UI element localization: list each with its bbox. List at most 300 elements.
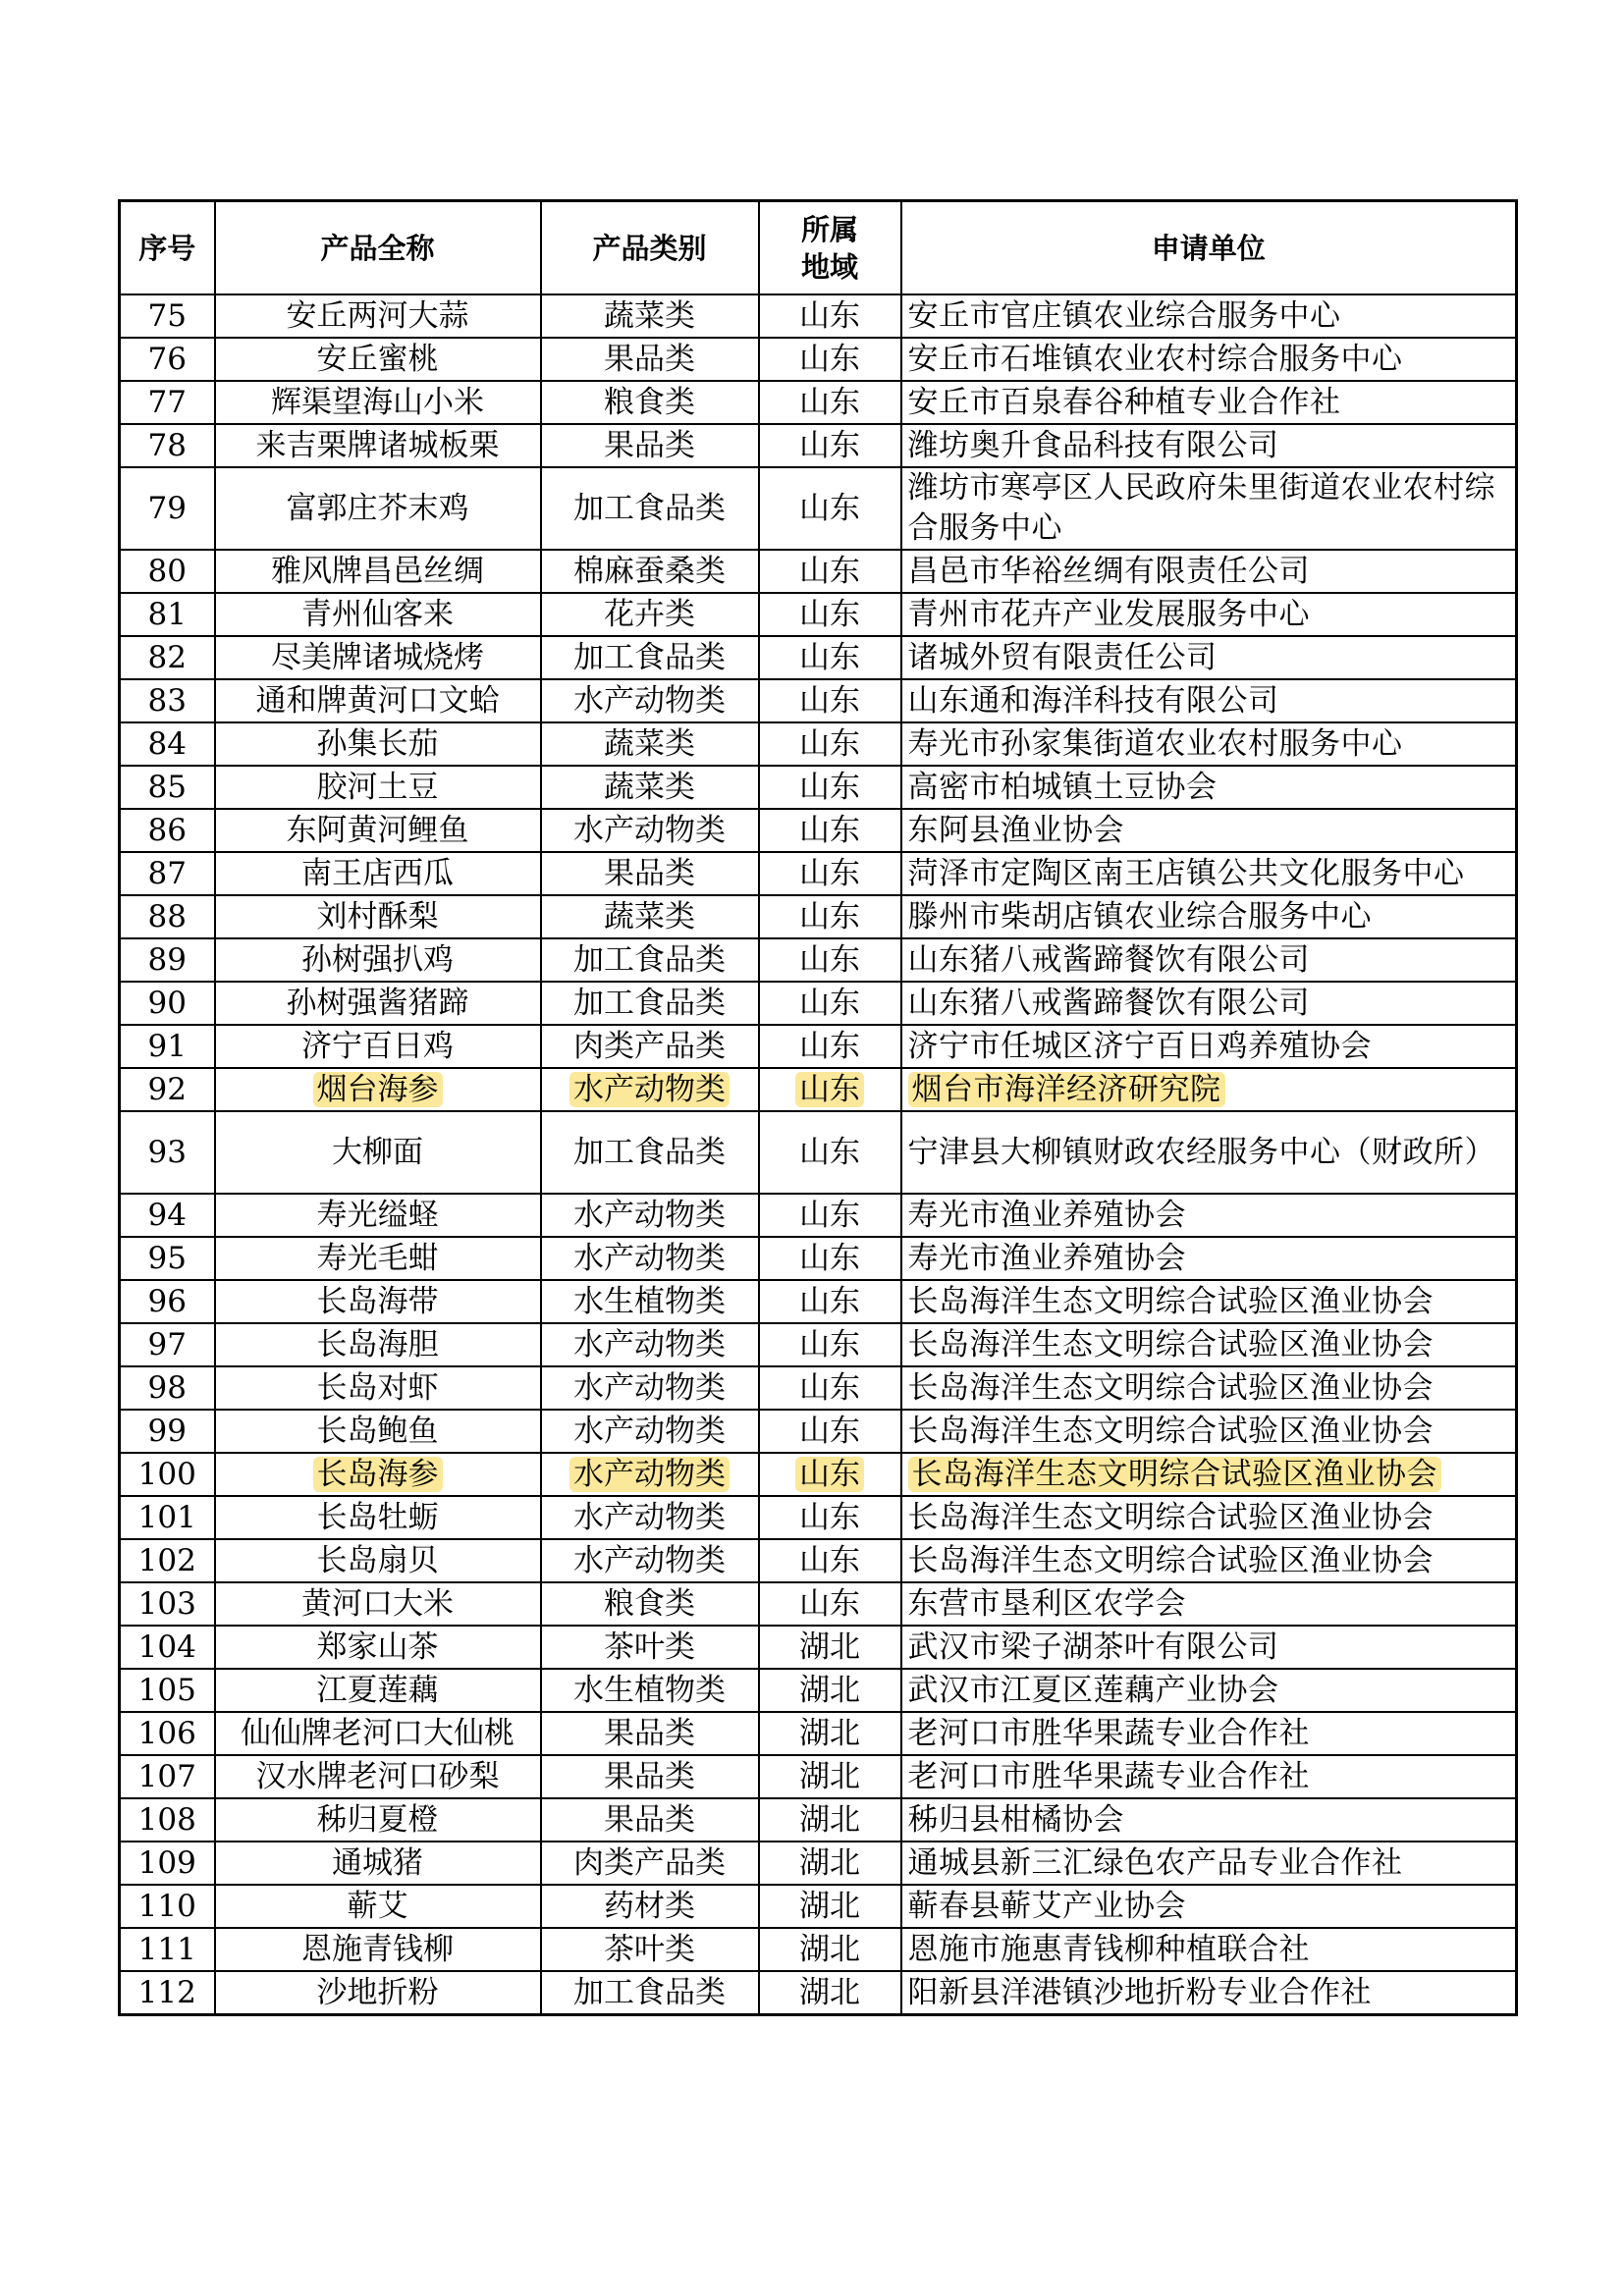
cell-name-text: 汉水牌老河口砂梨	[255, 1758, 500, 1794]
header-row	[120, 201, 1517, 295]
table-row	[120, 1798, 1517, 1842]
table-row	[120, 1410, 1517, 1453]
cell-name-text: 长岛海带	[316, 1283, 439, 1319]
cell-category	[541, 1194, 759, 1237]
cell-unit	[901, 809, 1517, 852]
cell-region	[759, 381, 901, 424]
cell-no	[120, 550, 215, 593]
cell-category-text: 水产动物类	[573, 1197, 726, 1233]
cell-category	[541, 1885, 759, 1928]
cell-category-text: 蔬菜类	[604, 769, 695, 805]
cell-no-text: 84	[147, 725, 187, 762]
table-row	[120, 1971, 1517, 2015]
cell-no-text: 77	[147, 384, 187, 420]
cell-category	[541, 467, 759, 550]
cell-category	[541, 1582, 759, 1626]
cell-unit-text: 长岛海洋生态文明综合试验区渔业协会	[908, 1457, 1442, 1492]
cell-region-text: 山东	[799, 941, 860, 978]
cell-no-text: 98	[147, 1369, 187, 1406]
cell-unit-text: 武汉市江夏区莲藕产业协会	[907, 1672, 1279, 1708]
cell-no	[120, 593, 215, 636]
cell-no	[120, 1237, 215, 1280]
cell-category-text: 药材类	[604, 1888, 695, 1924]
cell-no-text: 85	[147, 769, 187, 805]
cell-no-text: 75	[147, 297, 187, 334]
cell-name	[215, 1025, 541, 1068]
cell-category-text: 水产动物类	[573, 1542, 726, 1578]
cell-category	[541, 636, 759, 679]
cell-unit-text: 山东通和海洋科技有限公司	[907, 682, 1279, 719]
table-row	[120, 1025, 1517, 1068]
cell-region-text: 山东	[799, 596, 860, 632]
cell-unit-text: 安丘市百泉春谷种植专业合作社	[907, 384, 1341, 420]
cell-no	[120, 1669, 215, 1712]
cell-category	[541, 1111, 759, 1194]
cell-no	[120, 1496, 215, 1539]
table-row	[120, 1842, 1517, 1885]
cell-no	[120, 1755, 215, 1798]
cell-unit-text: 东阿县渔业协会	[907, 812, 1124, 848]
cell-region-text: 山东	[799, 639, 860, 675]
cell-no	[120, 1798, 215, 1842]
cell-region	[759, 1626, 901, 1669]
cell-unit	[901, 1928, 1517, 1971]
cell-category-text: 加工食品类	[573, 1134, 726, 1170]
cell-name	[215, 982, 541, 1025]
cell-name	[215, 1885, 541, 1928]
table-row	[120, 467, 1517, 550]
cell-unit	[901, 938, 1517, 982]
table-row	[120, 1885, 1517, 1928]
cell-category	[541, 1971, 759, 2015]
cell-no-text: 94	[147, 1197, 187, 1233]
cell-no	[120, 1928, 215, 1971]
cell-region-text: 山东	[799, 384, 860, 420]
cell-region-text: 山东	[799, 1197, 860, 1233]
cell-category	[541, 1366, 759, 1410]
cell-region	[759, 1111, 901, 1194]
cell-category	[541, 766, 759, 809]
cell-unit	[901, 294, 1517, 338]
cell-region-text: 山东	[799, 427, 860, 463]
cell-region	[759, 766, 901, 809]
cell-unit-text: 长岛海洋生态文明综合试验区渔业协会	[907, 1283, 1434, 1319]
cell-category	[541, 982, 759, 1025]
cell-name-text: 大柳面	[332, 1134, 423, 1170]
cell-category	[541, 1496, 759, 1539]
cell-name	[215, 1280, 541, 1323]
cell-unit	[901, 1194, 1517, 1237]
cell-no-text: 92	[147, 1071, 187, 1107]
cell-category-text: 果品类	[604, 1758, 695, 1794]
cell-region	[759, 424, 901, 467]
cell-region	[759, 1582, 901, 1626]
cell-category	[541, 1928, 759, 1971]
cell-unit-text: 长岛海洋生态文明综合试验区渔业协会	[907, 1326, 1434, 1362]
cell-no	[120, 1410, 215, 1453]
cell-region	[759, 467, 901, 550]
cell-name-text: 长岛鲍鱼	[316, 1413, 439, 1449]
cell-no	[120, 1025, 215, 1068]
cell-name-text: 长岛牡蛎	[316, 1499, 439, 1535]
header-unit: 申请单位	[901, 201, 1517, 295]
cell-name-text: 通城猪	[332, 1844, 423, 1881]
cell-unit	[901, 1539, 1517, 1582]
cell-region-text: 湖北	[799, 1974, 860, 2010]
table-row	[120, 1496, 1517, 1539]
cell-region	[759, 1496, 901, 1539]
cell-name-text: 安丘两河大蒜	[286, 297, 469, 334]
cell-unit-text: 安丘市石堆镇农业农村综合服务中心	[907, 341, 1403, 377]
cell-no-text: 95	[147, 1240, 187, 1276]
cell-name-text: 安丘蜜桃	[316, 341, 439, 377]
cell-unit	[901, 1669, 1517, 1712]
cell-name-text: 烟台海参	[313, 1072, 443, 1107]
cell-name-text: 孙集长茄	[316, 725, 439, 762]
cell-no	[120, 1582, 215, 1626]
cell-name-text: 秭归夏橙	[316, 1801, 439, 1838]
table-row	[120, 1323, 1517, 1366]
cell-region-text: 山东	[799, 553, 860, 589]
cell-no-text: 108	[137, 1801, 196, 1838]
cell-no	[120, 1366, 215, 1410]
cell-region-text: 山东	[795, 1072, 864, 1107]
table-row	[120, 895, 1517, 938]
cell-name	[215, 1669, 541, 1712]
cell-region-text: 山东	[799, 1542, 860, 1578]
cell-unit-text: 通城县新三汇绿色农产品专业合作社	[907, 1844, 1403, 1881]
cell-region	[759, 1539, 901, 1582]
cell-region-text: 山东	[799, 1369, 860, 1406]
cell-region	[759, 1323, 901, 1366]
cell-region	[759, 636, 901, 679]
table-row	[120, 679, 1517, 722]
table-row	[120, 1755, 1517, 1798]
cell-no-text: 99	[147, 1413, 187, 1449]
table-row	[120, 424, 1517, 467]
cell-name	[215, 895, 541, 938]
cell-name	[215, 1755, 541, 1798]
cell-no-text: 109	[137, 1844, 196, 1881]
cell-category-text: 茶叶类	[604, 1629, 695, 1665]
cell-no	[120, 895, 215, 938]
cell-name	[215, 852, 541, 895]
cell-region-text: 山东	[799, 1585, 860, 1622]
cell-no	[120, 636, 215, 679]
cell-no-text: 97	[147, 1326, 187, 1362]
cell-region-text: 山东	[799, 682, 860, 719]
cell-region-text: 山东	[799, 1326, 860, 1362]
cell-unit	[901, 1798, 1517, 1842]
cell-category	[541, 679, 759, 722]
cell-category	[541, 1453, 759, 1496]
cell-region	[759, 1410, 901, 1453]
cell-category	[541, 1410, 759, 1453]
cell-no-text: 107	[137, 1758, 196, 1794]
cell-no-text: 100	[137, 1456, 196, 1492]
cell-unit	[901, 679, 1517, 722]
cell-category-text: 水产动物类	[569, 1457, 730, 1492]
cell-unit	[901, 1111, 1517, 1194]
cell-category	[541, 1755, 759, 1798]
cell-unit	[901, 1237, 1517, 1280]
table-row	[120, 982, 1517, 1025]
header-category: 产品类别	[541, 201, 759, 295]
cell-unit-text: 诸城外贸有限责任公司	[907, 639, 1218, 675]
table-row	[120, 1626, 1517, 1669]
cell-category-text: 果品类	[604, 341, 695, 377]
cell-region-text: 湖北	[799, 1758, 860, 1794]
cell-region-text: 山东	[799, 1413, 860, 1449]
cell-no	[120, 1539, 215, 1582]
cell-unit	[901, 636, 1517, 679]
cell-region-text: 湖北	[799, 1844, 860, 1881]
cell-category-text: 水产动物类	[573, 1240, 726, 1276]
cell-category-text: 水产动物类	[573, 1369, 726, 1406]
table-row	[120, 1111, 1517, 1194]
cell-region	[759, 1885, 901, 1928]
cell-unit-text: 青州市花卉产业发展服务中心	[907, 596, 1310, 632]
cell-name-text: 来吉栗牌诸城板栗	[255, 427, 500, 463]
cell-unit-text: 潍坊市寒亭区人民政府朱里街道农业农村综合服务中心	[907, 470, 1495, 546]
cell-name	[215, 1323, 541, 1366]
cell-name-text: 青州仙客来	[301, 596, 454, 632]
cell-region-text: 湖北	[799, 1672, 860, 1708]
table-row	[120, 766, 1517, 809]
cell-name	[215, 1496, 541, 1539]
cell-name-text: 雅风牌昌邑丝绸	[271, 553, 484, 589]
cell-unit-text: 阳新县洋港镇沙地折粉专业合作社	[907, 1974, 1372, 2010]
header-region	[759, 201, 901, 295]
cell-no-text: 87	[147, 855, 187, 891]
cell-category	[541, 1025, 759, 1068]
cell-unit	[901, 1323, 1517, 1366]
cell-name-text: 寿光毛蚶	[316, 1240, 439, 1276]
cell-no-text: 106	[137, 1715, 196, 1751]
cell-no	[120, 1323, 215, 1366]
cell-name-text: 郑家山茶	[316, 1629, 439, 1665]
table-row	[120, 1669, 1517, 1712]
cell-region-text: 湖北	[799, 1715, 860, 1751]
cell-category	[541, 809, 759, 852]
cell-no	[120, 1712, 215, 1755]
cell-name	[215, 1798, 541, 1842]
cell-category-text: 肉类产品类	[573, 1844, 726, 1881]
cell-name-text: 济宁百日鸡	[301, 1028, 454, 1064]
cell-no-text: 93	[147, 1134, 187, 1170]
cell-region-text: 山东	[799, 812, 860, 848]
cell-unit-text: 山东猪八戒酱蹄餐饮有限公司	[907, 985, 1310, 1021]
cell-name	[215, 1928, 541, 1971]
cell-unit	[901, 467, 1517, 550]
table-row	[120, 636, 1517, 679]
cell-unit-text: 山东猪八戒酱蹄餐饮有限公司	[907, 941, 1310, 978]
cell-name-text: 孙树强酱猪蹄	[286, 985, 469, 1021]
cell-unit-text: 恩施市施惠青钱柳种植联合社	[907, 1931, 1310, 1967]
cell-category-text: 水产动物类	[573, 682, 726, 719]
cell-no	[120, 1885, 215, 1928]
cell-category-text: 粮食类	[604, 384, 695, 420]
cell-no	[120, 1453, 215, 1496]
header-name: 产品全称	[215, 201, 541, 295]
cell-unit	[901, 1410, 1517, 1453]
cell-region	[759, 895, 901, 938]
cell-no-text: 78	[147, 427, 187, 463]
cell-category	[541, 722, 759, 766]
cell-category	[541, 1712, 759, 1755]
cell-category-text: 肉类产品类	[573, 1028, 726, 1064]
cell-category-text: 茶叶类	[604, 1931, 695, 1967]
cell-no	[120, 1068, 215, 1111]
cell-region-text: 山东	[795, 1457, 864, 1492]
cell-unit	[901, 852, 1517, 895]
cell-category	[541, 1068, 759, 1111]
cell-category	[541, 1323, 759, 1366]
cell-name	[215, 338, 541, 381]
cell-region	[759, 294, 901, 338]
cell-category-text: 果品类	[604, 1715, 695, 1751]
cell-category-text: 水产动物类	[573, 812, 726, 848]
cell-region	[759, 550, 901, 593]
cell-category	[541, 852, 759, 895]
table-row	[120, 1928, 1517, 1971]
cell-unit	[901, 1068, 1517, 1111]
cell-no	[120, 1971, 215, 2015]
table-body	[120, 294, 1517, 2015]
cell-no	[120, 809, 215, 852]
product-table	[118, 199, 1518, 2016]
cell-category	[541, 938, 759, 982]
table-row	[120, 1712, 1517, 1755]
cell-unit-text: 寿光市孙家集街道农业农村服务中心	[907, 725, 1403, 762]
cell-no-text: 76	[147, 341, 187, 377]
cell-category	[541, 1626, 759, 1669]
cell-category-text: 水产动物类	[573, 1326, 726, 1362]
cell-category-text: 棉麻蚕桑类	[573, 553, 726, 589]
table-row	[120, 294, 1517, 338]
cell-unit	[901, 1885, 1517, 1928]
cell-region-text: 湖北	[799, 1801, 860, 1838]
cell-unit-text: 高密市柏城镇土豆协会	[907, 769, 1218, 805]
cell-unit-text: 昌邑市华裕丝绸有限责任公司	[907, 553, 1310, 589]
cell-region-text: 山东	[799, 1240, 860, 1276]
cell-region-text: 山东	[799, 1134, 860, 1170]
cell-no	[120, 1194, 215, 1237]
cell-name-text: 江夏莲藕	[316, 1672, 439, 1708]
cell-no-text: 96	[147, 1283, 187, 1319]
cell-name-text: 刘村酥梨	[316, 898, 439, 934]
cell-name-text: 尽美牌诸城烧烤	[271, 639, 484, 675]
cell-category-text: 水产动物类	[573, 1499, 726, 1535]
table-row	[120, 1366, 1517, 1410]
cell-region	[759, 1669, 901, 1712]
cell-region	[759, 1453, 901, 1496]
cell-unit	[901, 1626, 1517, 1669]
table-row	[120, 938, 1517, 982]
cell-name	[215, 809, 541, 852]
cell-region-text: 山东	[799, 297, 860, 334]
cell-no	[120, 1280, 215, 1323]
cell-unit	[901, 381, 1517, 424]
cell-name-text: 通和牌黄河口文蛤	[255, 682, 500, 719]
cell-name-text: 胶河土豆	[316, 769, 439, 805]
table-row	[120, 338, 1517, 381]
cell-region	[759, 338, 901, 381]
cell-name	[215, 1971, 541, 2015]
cell-unit	[901, 1280, 1517, 1323]
cell-category	[541, 294, 759, 338]
table-row	[120, 550, 1517, 593]
table-row	[120, 1453, 1517, 1496]
cell-name	[215, 550, 541, 593]
cell-name	[215, 1626, 541, 1669]
cell-region	[759, 679, 901, 722]
cell-no	[120, 1626, 215, 1669]
cell-no	[120, 1842, 215, 1885]
table-row	[120, 381, 1517, 424]
cell-category-text: 加工食品类	[573, 490, 726, 526]
cell-region	[759, 722, 901, 766]
cell-unit	[901, 550, 1517, 593]
table-row	[120, 1194, 1517, 1237]
cell-name	[215, 1111, 541, 1194]
cell-name-text: 长岛海参	[313, 1457, 443, 1492]
cell-category	[541, 1237, 759, 1280]
cell-category-text: 水产动物类	[573, 1413, 726, 1449]
cell-unit-text: 菏泽市定陶区南王店镇公共文化服务中心	[907, 855, 1465, 891]
cell-category-text: 蔬菜类	[604, 725, 695, 762]
cell-no-text: 80	[147, 553, 187, 589]
cell-name	[215, 1539, 541, 1582]
cell-category	[541, 424, 759, 467]
cell-region-text: 山东	[799, 1028, 860, 1064]
cell-name	[215, 1068, 541, 1111]
cell-region-text: 山东	[799, 1283, 860, 1319]
cell-category-text: 蔬菜类	[604, 898, 695, 934]
cell-category-text: 果品类	[604, 427, 695, 463]
cell-region	[759, 1928, 901, 1971]
cell-region	[759, 1068, 901, 1111]
cell-region	[759, 1366, 901, 1410]
cell-no-text: 88	[147, 898, 187, 934]
cell-no	[120, 722, 215, 766]
cell-category	[541, 381, 759, 424]
cell-unit-text: 长岛海洋生态文明综合试验区渔业协会	[907, 1542, 1434, 1578]
cell-name	[215, 593, 541, 636]
cell-no	[120, 381, 215, 424]
cell-name	[215, 424, 541, 467]
cell-no-text: 86	[147, 812, 187, 848]
table-row	[120, 1582, 1517, 1626]
cell-unit	[901, 338, 1517, 381]
cell-region-text: 山东	[799, 341, 860, 377]
cell-unit-text: 宁津县大柳镇财政农经服务中心（财政所）	[907, 1134, 1495, 1170]
cell-category	[541, 550, 759, 593]
cell-category	[541, 1842, 759, 1885]
cell-region	[759, 1798, 901, 1842]
cell-unit-text: 烟台市海洋经济研究院	[908, 1072, 1225, 1107]
cell-name	[215, 722, 541, 766]
cell-name-text: 寿光缢蛏	[316, 1197, 439, 1233]
table-row	[120, 852, 1517, 895]
cell-category-text: 加工食品类	[573, 639, 726, 675]
cell-unit-text: 安丘市官庄镇农业综合服务中心	[907, 297, 1341, 334]
cell-no-text: 91	[147, 1028, 187, 1064]
cell-region	[759, 1280, 901, 1323]
cell-unit	[901, 1842, 1517, 1885]
cell-no-text: 110	[137, 1888, 196, 1924]
cell-unit	[901, 593, 1517, 636]
